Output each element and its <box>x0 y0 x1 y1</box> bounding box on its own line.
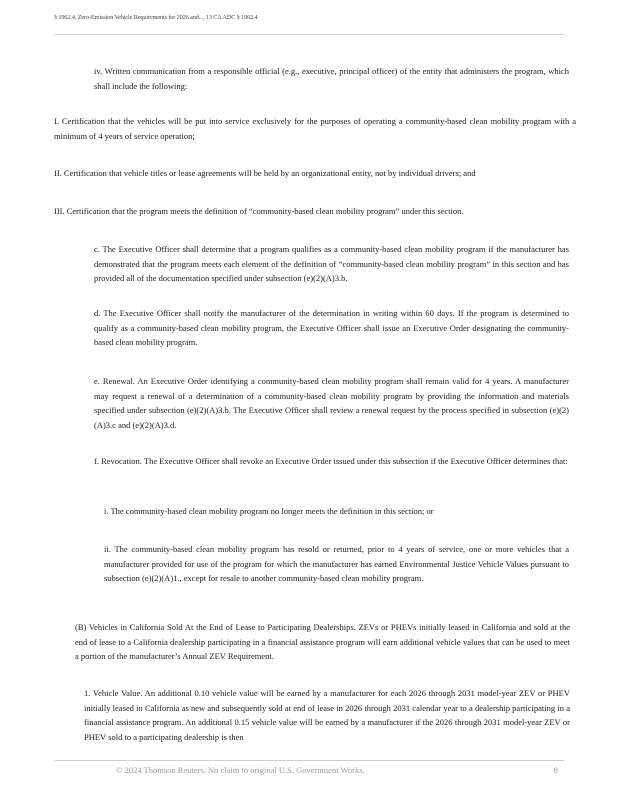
paragraph-i: i. The community-based clean mobility program no longer meets the definition in this section; or <box>104 506 434 516</box>
paragraph-e-renewal: e. Renewal. An Executive Order identifying a community-based clean mobility program shall remain valid for 4 years. A manufacturer may request a renewal of a determination of a community-based clean mobility program by providing the information and materials specified under subsection (e)(2)(A)3.b. The Executive Officer shall review a renewal request by the process specified in subsection (e)(2)(A)3.c and (e)(2)(A)3.d. <box>94 376 569 430</box>
paragraph-I: I. Certification that the vehicles will be put into service exclusively for the purposes of operating a community-based clean mobility program with a minimum of 4 years of service operation; <box>54 116 576 141</box>
copyright-notice: © 2024 Thomson Reuters. No claim to original U.S. Government Works. <box>116 765 365 775</box>
footer-divider <box>54 760 564 761</box>
header-divider <box>54 34 564 35</box>
paragraph-III: III. Certification that the program meets the definition of “community-based clean mobility program” under this section. <box>54 206 464 216</box>
document-header: § 1962.4. Zero-Emission Vehicle Requirements for 2026 and..., 13 CA ADC § 1962.4 <box>54 14 258 21</box>
page-number: 8 <box>553 765 558 775</box>
paragraph-c: c. The Executive Officer shall determine that a program qualifies as a community-based clean mobility program if the manufacturer has demonstrated that the program meets each element of the definition of “community-based clean mobility program” in this section and has provided all of the documentation specified under subsection (e)(2)(A)3.b. <box>94 244 569 284</box>
paragraph-f-revocation: f. Revocation. The Executive Officer shall revoke an Executive Order issued under this subsection if the Executive Officer determines that: <box>94 456 568 466</box>
paragraph-B: (B) Vehicles in California Sold At the End of Lease to Participating Dealerships. ZEVs or PHEVs initially leased in California and sold at the end of lease to a California dealership participating in a financial assistance program will earn additional vehicle values that can be used to meet a portion of the manufacturer’s Annual ZEV Requirement. <box>75 622 570 662</box>
paragraph-d: d. The Executive Officer shall notify the manufacturer of the determination in writing within 60 days. If the program is determined to qualify as a community-based clean mobility program, the Executive Officer shall issue an Executive Order designating the community-based clean mobility program. <box>94 308 569 348</box>
paragraph-II: II. Certification that vehicle titles or lease agreements will be held by an organizational entity, not by individual drivers; and <box>54 168 476 178</box>
paragraph-iv: iv. Written communication from a responsible official (e.g., executive, principal officer) of the entity that administers the program, which shall include the following: <box>94 66 569 91</box>
paragraph-ii: ii. The community-based clean mobility program has resold or returned, prior to 4 years of service, one or more vehicles that a manufacturer provided for use of the program for which the manufacturer has earned Environmental Justice Vehicle Values pursuant to subsection (e)(2)(A)1., except for resale to another community-based clean mobility program. <box>104 544 569 584</box>
paragraph-1-vehicle-value: 1. Vehicle Value. An additional 0.10 vehicle value will be earned by a manufacturer for each 2026 through 2031 model-year ZEV or PHEV initially leased in California as new and subsequently sold at end of lease in 2026 through 2031 calendar year to a dealership participating in a financial assistance program. An additional 0.15 vehicle value will be earned by a manufacturer if the 2026 through 2031 model-year ZEV or PHEV sold to a participating dealership is then <box>84 688 570 742</box>
